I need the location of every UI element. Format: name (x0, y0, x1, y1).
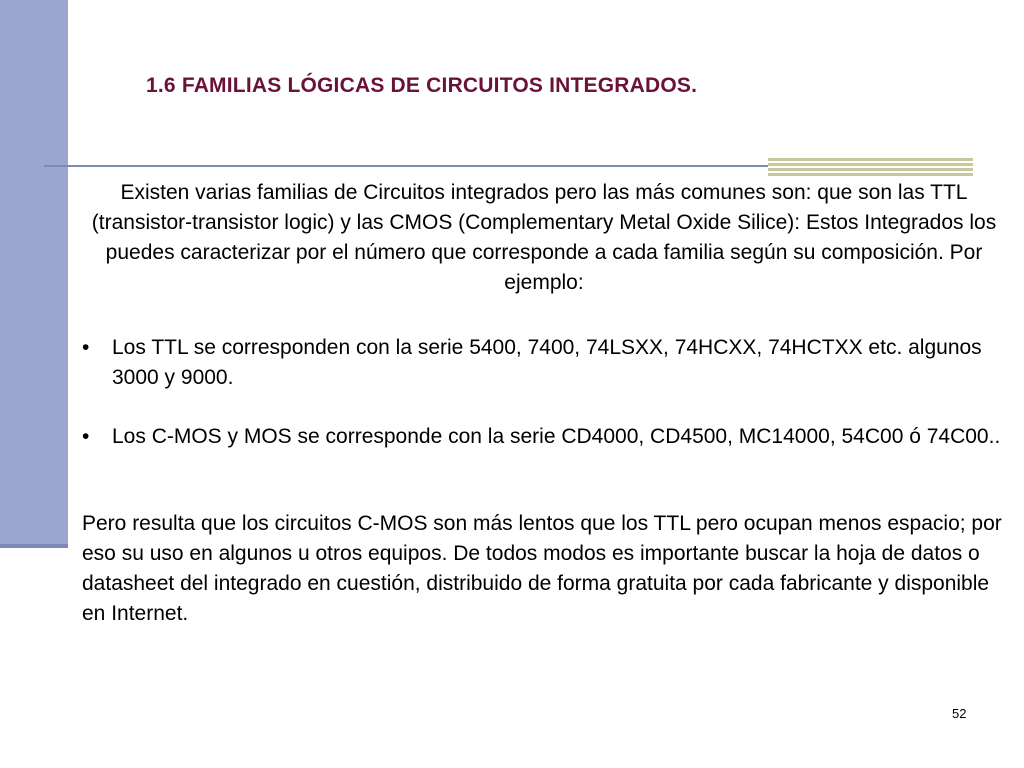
closing-paragraph: Pero resulta que los circuitos C-MOS son más lentos que los TTL pero ocupan menos espacio; por eso su uso en algunos u otros equipos. De todos modos es importante buscar la hoja de datos o datasheet del integrado en cuestión, distribuido de forma gratuita por cada fabricante y disponible en Internet. (82, 512, 1002, 625)
bullet-list (78, 333, 1018, 481)
slide-title: 1.6 FAMILIAS LÓGICAS DE CIRCUITOS INTEGRADOS. (146, 74, 698, 97)
title-divider (44, 165, 768, 167)
bullet-text-ttl: Los TTL se corresponden con la serie 5400, 7400, 74LSXX, 74HCXX, 74HCTXX etc. algunos 3000 y 9000. (112, 336, 982, 389)
bullet-marker: • (82, 336, 90, 359)
page-number: 52 (952, 706, 967, 721)
left-accent-bar (0, 0, 68, 544)
accent-block (768, 158, 973, 178)
bullet-item-ttl (78, 333, 1018, 393)
bullet-marker: • (82, 425, 90, 448)
intro-paragraph: Existen varias familias de Circuitos integrados pero las más comunes son: que son las TTL (transistor-transistor logic) y las CMOS (Complementary Metal Oxide Silice): Estos Integrados los puedes caracterizar por el número que corresponde a cada familia según su composición. Por ejemplo: (91, 181, 997, 294)
bullet-text-cmos: Los C-MOS y MOS se corresponde con la serie CD4000, CD4500, MC14000, 54C00 ó 74C00.. (112, 425, 1001, 448)
left-accent-bar-shadow (0, 544, 68, 548)
bullet-item-cmos (78, 422, 1018, 452)
